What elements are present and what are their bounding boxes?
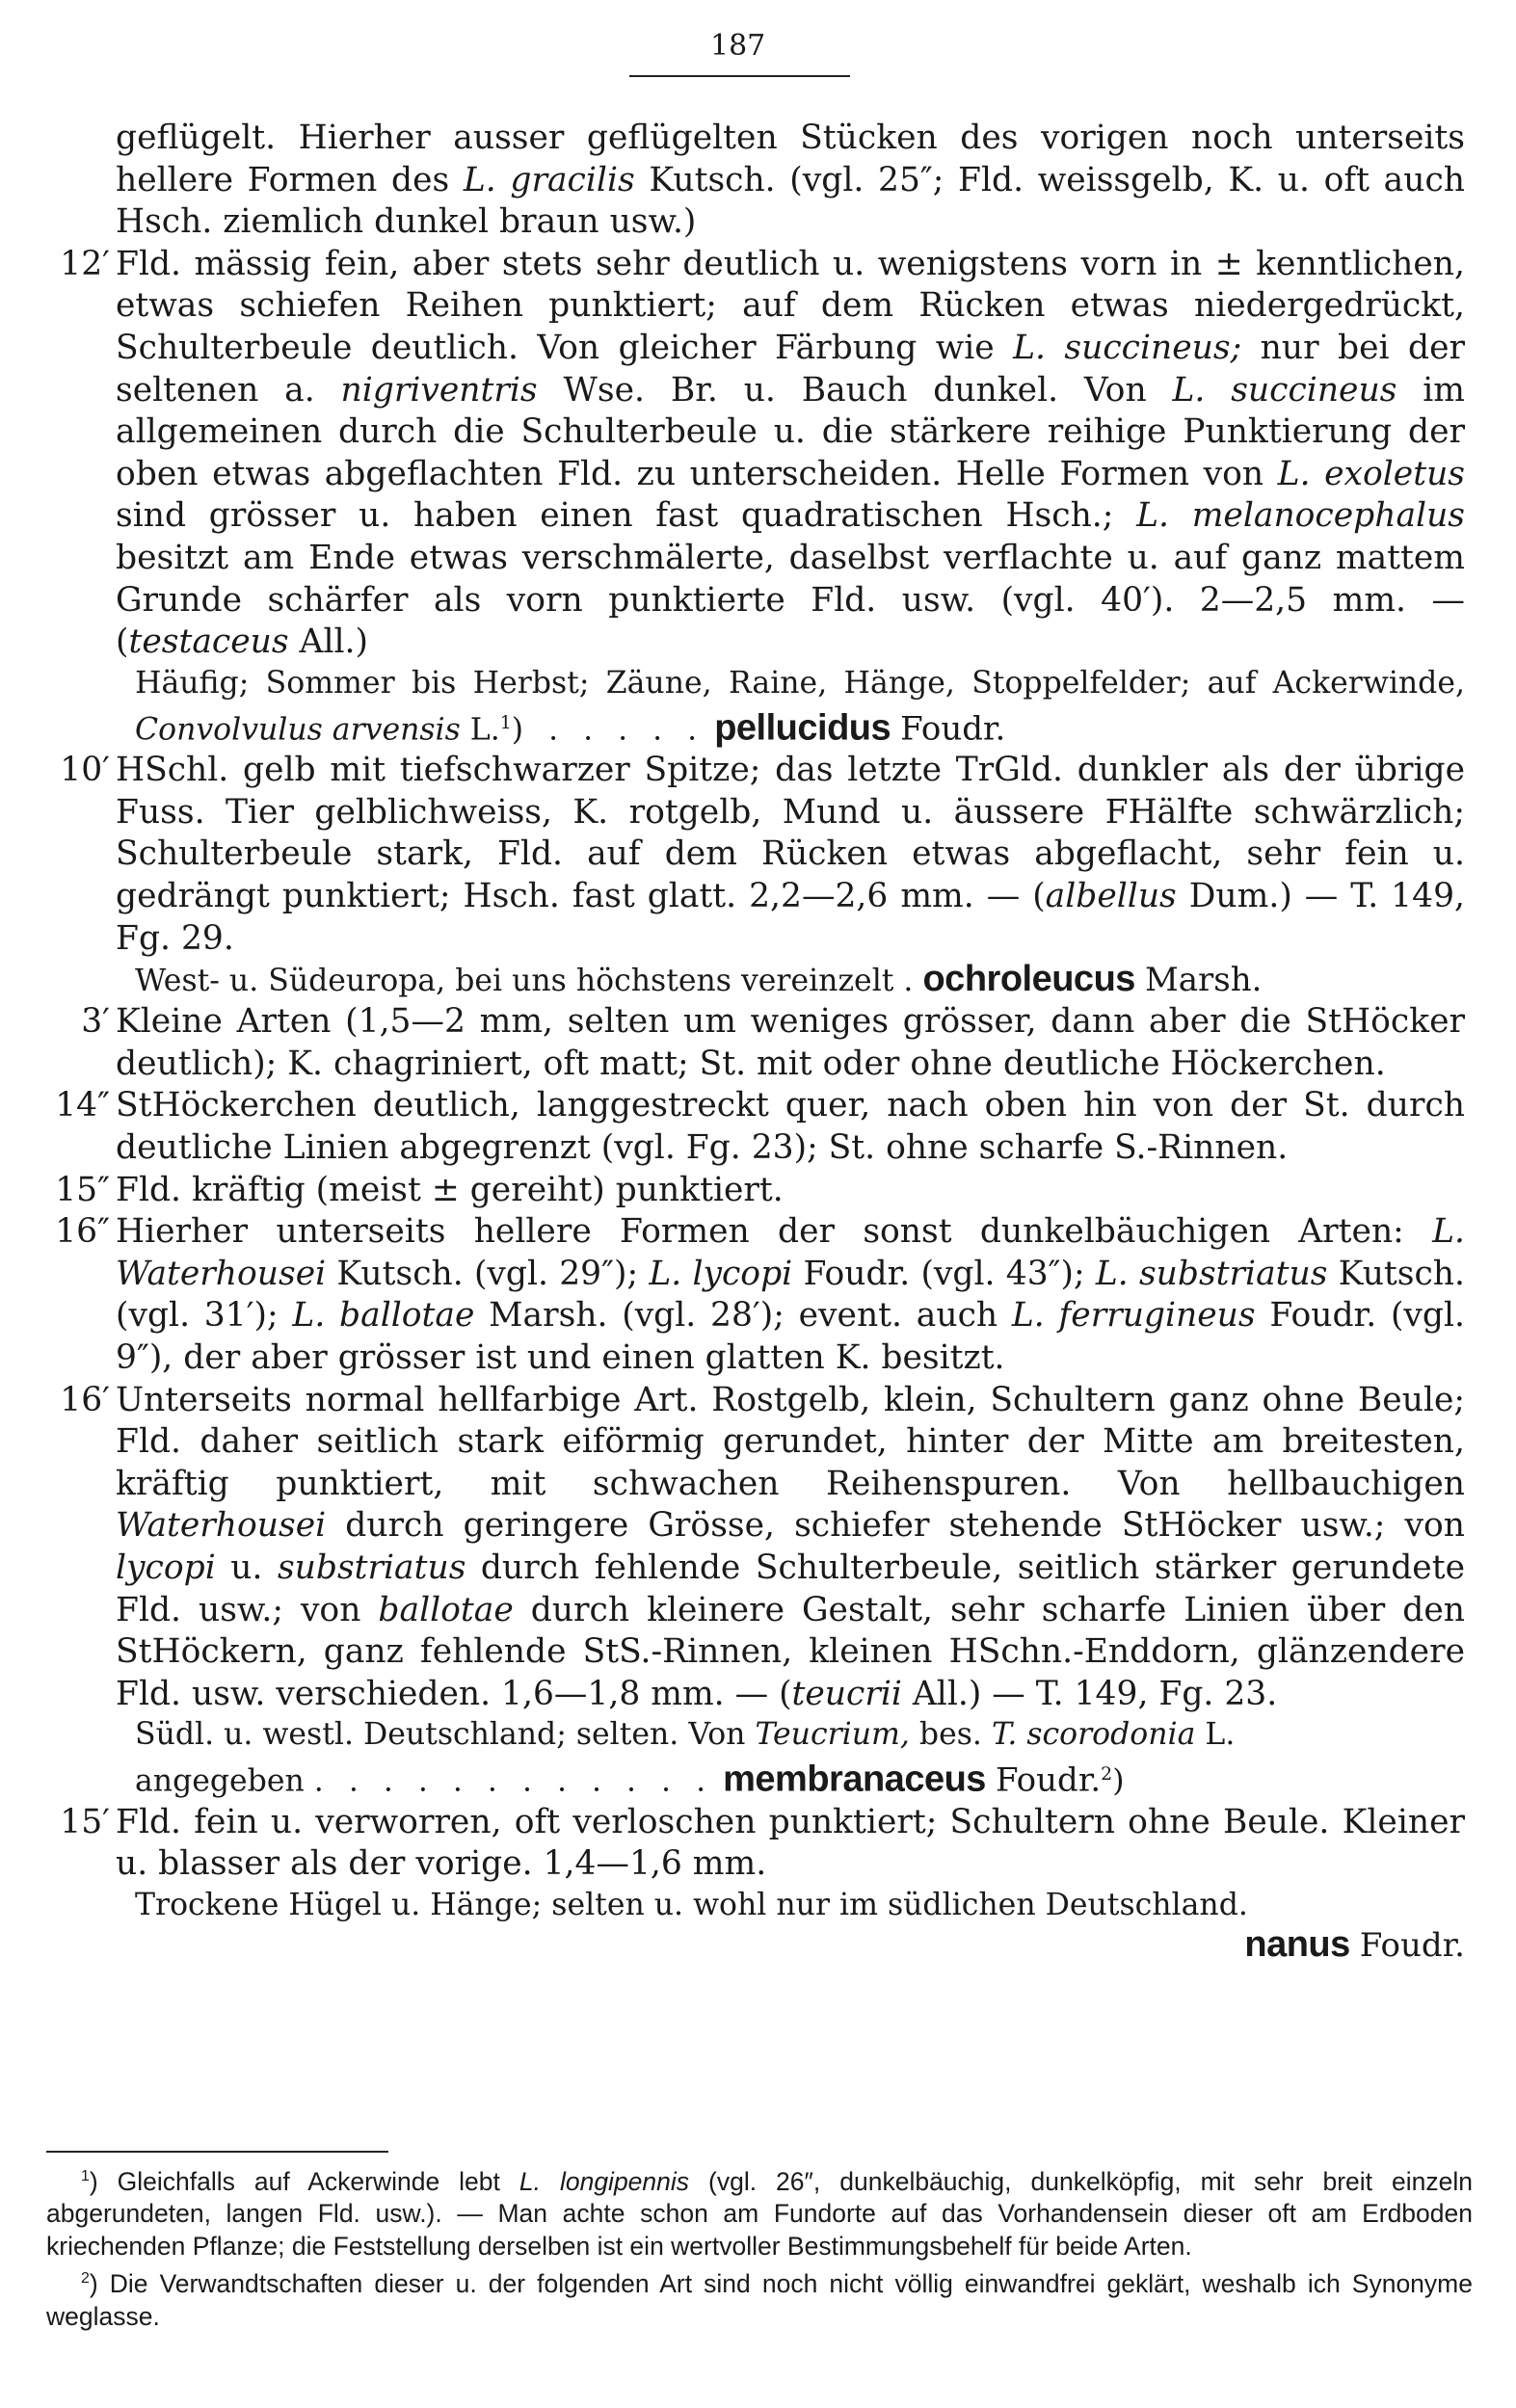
entry-text: Hierher unterseits hellere Formen der sonst dunkelbäuchigen Arten: L. Waterhousei Kutsch. (vgl. 29″); L. lycopi Foudr. (vgl. 43″); L. substriatus Kutsch. (vgl. 31′); L. ballotae Marsh. (vgl. 28′); event. auch L. ferrugineus Foudr. (vgl. 9″), der aber grösser ist und einen glatten K. besitzt. (116, 1212, 1466, 1377)
species-name: membranaceus (723, 1759, 986, 1800)
entry-text: Unterseits normal hellfarbige Art. Rostgelb, klein, Schultern ganz ohne Beule; Fld. daher seitlich stark eiförmig gerundet, hinter der Mitte am breitesten, kräftig punktiert, mit schwachen Reihenspuren. Von hellbauchigen Waterhousei durch geringere Grösse, schiefer stehende StHöcker usw.; von lycopi u. substriatus durch fehlende Schulterbeule, seitlich stärker gerundete Fld. usw.; von ballotae durch kleinere Gestalt, sehr scharfe Linien über den StHöckern, ganz fehlende StS.-Rinnen, kleinen HSchn.-Enddorn, glänzendere Fld. usw. verschieden. 1,6—1,8 mm. — (teucrii All.) — T. 149, Fg. 23. (116, 1380, 1465, 1713)
species-name: ochroleucus (922, 959, 1135, 1000)
key-body (29, 118, 1465, 1967)
species-name: pellucidus (714, 707, 891, 749)
footnotes (46, 2160, 1473, 2333)
footnote-1: $^1$) Gleichfalls auf Ackerwinde lebt L. longipennis (vgl. 26″, dunkelbäuchig, dunkelköpfig, mit sehr breit einzeln abgerundeten, langen Fld. usw.). — Man achte schon am Fundorte auf das Vorhandensein dieser oft am Erdboden kriechenden Pflanze; die Feststellung derselben ist ein wertvoller Bestimmungsbehelf für beide Arten. (46, 2166, 1473, 2261)
key-entry-10: 10′ HSchl. gelb mit tiefschwarzer Spitze; das letzte TrGld. dunkler als der übrige Fuss. Tier gelblichweiss, K. rotgelb, Mund u. äussere FHälfte schwärzlich; Schulterbeule stark, Fld. auf dem Rücken etwas abgeflacht, sehr fein u. gedrängt punktiert; Hsch. fast glatt. 2,2—2,6 mm. — (albellus Dum.) — T. 149, Fg. 29. (60, 751, 1465, 958)
entry-text: StHöckerchen deutlich, langgestreckt quer, nach oben hin von der St. durch deutliche Linien abgegrenzt (vgl. Fg. 23); St. ohne scharfe S.-Rinnen. (116, 1086, 1465, 1167)
entry-text: Fld. kräftig (meist ± gereiht) punktiert. (116, 1170, 784, 1209)
key-entry-b-1 (29, 1085, 1465, 1169)
couplet-number: 16′ (60, 1380, 110, 1419)
couplet-number: 16″ (55, 1212, 110, 1252)
couplet-number: 12′ (60, 244, 110, 283)
couplet-number: 14″ (55, 1086, 110, 1125)
entry-text: Fld. mässig fein, aber stets sehr deutlich u. wenigstens vorn in ± kenntlichen, etwas schiefen Reihen punktiert; auf dem Rücken etwas niedergedrückt, Schulterbeule deutlich. Von gleicher Färbung wie L. succineus; nur bei der seltenen a. nigriventris Wse. Br. u. Bauch dunkel. Von L. succineus im allgemeinen durch die Schulterbeule u. die stärkere reihige Punktierung der oben etwas abgeflachten Fld. zu unterscheiden. Helle Formen von L. exoletus sind grösser u. haben einen fast quadratischen Hsch.; L. melanocephalus besitzt am Ende etwas verschmälerte, daselbst verflachte u. auf ganz mattem Grunde schärfer als vorn punktierte Fld. usw. (vgl. 40′). 2—2,5 mm. — (testaceus All.) (116, 244, 1466, 662)
couplet-number: 15″ (55, 1170, 110, 1209)
key-entry-0 (29, 118, 1465, 244)
footnote-2: $^2$) Die Verwandtschaften dieser u. der folgenden Art sind noch nicht völlig einwandfrei geklärt, weshalb ich Synonyme weglasse. (46, 2269, 1473, 2331)
footnote-rule (46, 2151, 388, 2153)
key-entry-1 (29, 244, 1465, 664)
key-entry-b-2 (29, 1170, 1465, 1212)
key-entry-b-3 (29, 1211, 1465, 1379)
habitat-note-pellucidus: Häufig; Sommer bis Herbst; Zäune, Raine, Hänge, Stoppelfelder; auf Ackerwinde, Convolvulus arvensis L.$^1$) . . . . . pellucidus Foudr. (135, 665, 1465, 749)
entry-text: Kleine Arten (1,5—2 mm, selten um weniges grösser, dann aber die StHöcker deutlich); K. chagriniert, oft matt; St. mit oder ohne deutliche Höckerchen. (116, 1002, 1465, 1083)
habitat-note-ochroleucus: West- u. Südeuropa, bei uns höchstens vereinzelt . ochroleucus Marsh. (135, 959, 1263, 1000)
entry-text: geflügelt. Hierher ausser geflügelten Stücken des vorigen noch unterseits hellere Formen des L. gracilis Kutsch. (vgl. 25″; Fld. weissgelb, K. u. oft auch Hsch. ziemlich dunkel braun usw.) (116, 119, 1465, 242)
key-entry-b-0 (29, 1001, 1465, 1085)
key-entry-b-4 (29, 1380, 1465, 1716)
header-rule (629, 75, 850, 77)
habitat-note-nanus: Trockene Hügel u. Hänge; selten u. wohl nur im südlichen Deutschland. nanus Foudr. (135, 1887, 1465, 1965)
key-entry-15: 15′ Fld. fein u. verworren, oft verloschen punktiert; Schultern ohne Beule. Kleiner u. blasser als der vorige. 1,4—1,6 mm. (60, 1802, 1465, 1884)
couplet-number: 3′ (81, 1002, 110, 1042)
page-number: 187 (710, 29, 766, 63)
habitat-note-membranaceus: Südl. u. westl. Deutschland; selten. Von Teucrium, bes. T. scorodonia L. angegeben . . . . . . . . . . . . membranaceus Foudr.$^2$) (135, 1717, 1236, 1800)
species-name: nanus (1244, 1923, 1350, 1965)
